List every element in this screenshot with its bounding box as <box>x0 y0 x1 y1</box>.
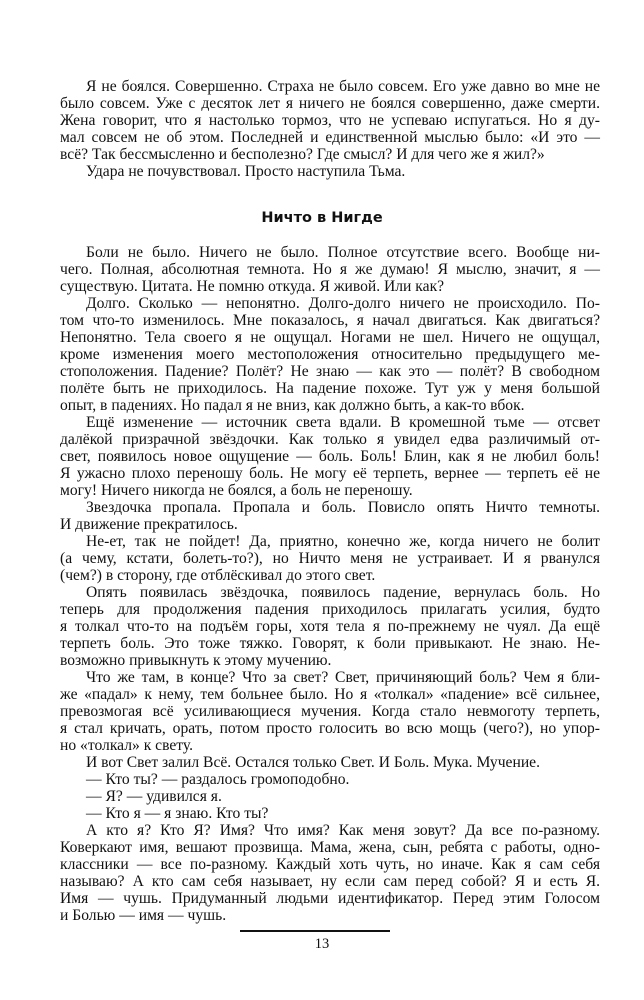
text-line: далёкой призрачной звёздочки. Как только я увидел едва различимый от- <box>60 431 600 448</box>
text-line: я стал кричать, орать, потом просто голосить во всю мощь (чего?), но упор- <box>60 720 600 737</box>
page-number: 13 <box>314 936 330 952</box>
text-line: но «толкал» к свету. <box>60 737 194 754</box>
paragraph <box>60 78 600 163</box>
text-line: было совсем. Уже с десяток лет я ничего не боялся совершенно, даже смерти. <box>60 95 600 112</box>
text-line: Боли не было. Ничего не было. Полное отсутствие всего. Вообще ни- <box>86 244 600 261</box>
text-line: Коверкают имя, вешают прозвища. Мама, жена, сын, ребята с работы, одно- <box>60 839 600 856</box>
text-line: мал совсем не об этом. Последней и единственной мыслью было: «И это — <box>60 129 600 146</box>
paragraph <box>60 414 600 499</box>
paragraph <box>60 533 600 584</box>
text-line: Я не боялся. Совершенно. Страха не было совсем. Его уже давно во мне не <box>86 78 600 95</box>
text-line: Жена говорит, что я настолько тормоз, что не успеваю испугаться. Но я ду- <box>60 112 600 129</box>
paragraph <box>60 771 600 788</box>
text-line: — Кто ты? — раздалось громоподобно. <box>86 771 350 788</box>
text-line: том что-то изменилось. Мне показалось, я начал двигаться. Как двигаться? <box>60 312 600 329</box>
text-line: возможно привыкнуть к этому мучению. <box>60 652 332 669</box>
text-line: Непонятно. Тела своего я не ощущал. Ногами не шел. Ничего не ощущал, <box>60 329 600 346</box>
text-line: Не-ет, так не пойдет! Да, приятно, конечно же, когда ничего не болит <box>86 533 600 550</box>
paragraph <box>60 669 600 754</box>
paragraph <box>60 788 600 805</box>
text-line: Опять появилась звёздочка, появилось падение, вернулась боль. Но <box>86 584 600 601</box>
text-line: кроме изменения моего местоположения относительно предыдущего ме- <box>60 346 600 363</box>
text-line: (а чему, кстати, болеть-то?), но Ничто меня не устраивает. И я рванулся <box>60 550 600 567</box>
footer-rule <box>240 930 390 932</box>
paragraph <box>60 295 600 414</box>
text-line: называю? А кто сам себя называет, ну если сам перед собой? Я и есть Я. <box>60 873 600 890</box>
text-line: я толкал что-то на подъём горы, хотя тела я по-прежнему не чуял. Да ещё <box>60 618 600 635</box>
text-line: же «падал» к нему, тем больнее было. Но я «толкал» «падение» всё сильнее, <box>60 686 600 703</box>
paragraph <box>60 499 600 533</box>
text-line: Долго. Сколько — непонятно. Долго-долго ничего не происходило. По- <box>86 295 600 312</box>
text-line: могу! Ничего никогда не боялся, а боль не переношу. <box>60 482 413 499</box>
text-line: Ещё изменение — источник света вдали. В кромешной тьме — отсвет <box>86 414 600 431</box>
text-line: терпеть боль. Это тоже тяжко. Говорят, к боли привыкают. Не знаю. Не- <box>60 635 600 652</box>
text-line: И движение прекратилось. <box>60 516 238 533</box>
text-line: существую. Цитата. Не помню откуда. Я живой. Или как? <box>60 278 445 295</box>
text-line: (чем?) в сторону, где отблёскивал до этого свет. <box>60 567 376 584</box>
chapter-heading: Ничто в Нигде <box>261 210 383 226</box>
text-line: И вот Свет залил Всё. Остался только Свет. И Боль. Мука. Мучение. <box>86 754 540 771</box>
text-line: чего. Полная, абсолютная темнота. Но я же думаю! Я мыслю, значит, я — <box>60 261 600 278</box>
text-section-chapter <box>60 244 600 924</box>
text-line: Удара не почувствовал. Просто наступила Тьма. <box>86 163 406 180</box>
text-line: теперь для продолжения падения приходилось прилагать усилия, будто <box>60 601 600 618</box>
text-line: классники — все по-разному. Каждый хоть чуть, но иначе. Как я сам себя <box>60 856 600 873</box>
text-line: полёте быть не приходилось. На падение похоже. Тут уж у меня большой <box>60 380 600 397</box>
text-line: Я ужасно плохо переношу боль. Не могу её терпеть, вернее — терпеть её не <box>60 465 600 482</box>
paragraph <box>60 163 600 180</box>
paragraph <box>60 584 600 669</box>
text-line: и Болью — имя — чушь. <box>60 907 227 924</box>
paragraph <box>60 754 600 771</box>
text-line: Имя — чушь. Придуманный людьми идентификатор. Перед этим Голосом <box>60 890 600 907</box>
text-line: — Кто я — я знаю. Кто ты? <box>86 805 269 822</box>
text-line: А кто я? Кто Я? Имя? Что имя? Как меня зовут? Да все по-разному. <box>86 822 600 839</box>
text-line: всё? Так бессмысленно и бесполезно? Где смысл? И для чего же я жил?» <box>60 146 545 163</box>
paragraph <box>60 244 600 295</box>
text-line: свет, появилось новое ощущение — боль. Боль! Блин, как я не любил боль! <box>60 448 600 465</box>
text-line: превозмогая всё усиливающиеся мучения. Когда стало невмоготу терпеть, <box>60 703 600 720</box>
text-line: стоположения. Падение? Полёт? Не знаю — как это — полёт? В свободном <box>60 363 600 380</box>
text-line: опыт, в падениях. Но падал я не вниз, как должно быть, а как-то вбок. <box>60 397 525 414</box>
paragraph <box>60 805 600 822</box>
text-section-intro <box>60 78 600 180</box>
text-line: — Я? — удивился я. <box>86 788 222 805</box>
paragraph <box>60 822 600 924</box>
text-line: Что же там, в конце? Что за свет? Свет, причиняющий боль? Чем я бли- <box>86 669 600 686</box>
text-line: Звездочка пропала. Пропала и боль. Повисло опять Ничто темноты. <box>86 499 600 516</box>
